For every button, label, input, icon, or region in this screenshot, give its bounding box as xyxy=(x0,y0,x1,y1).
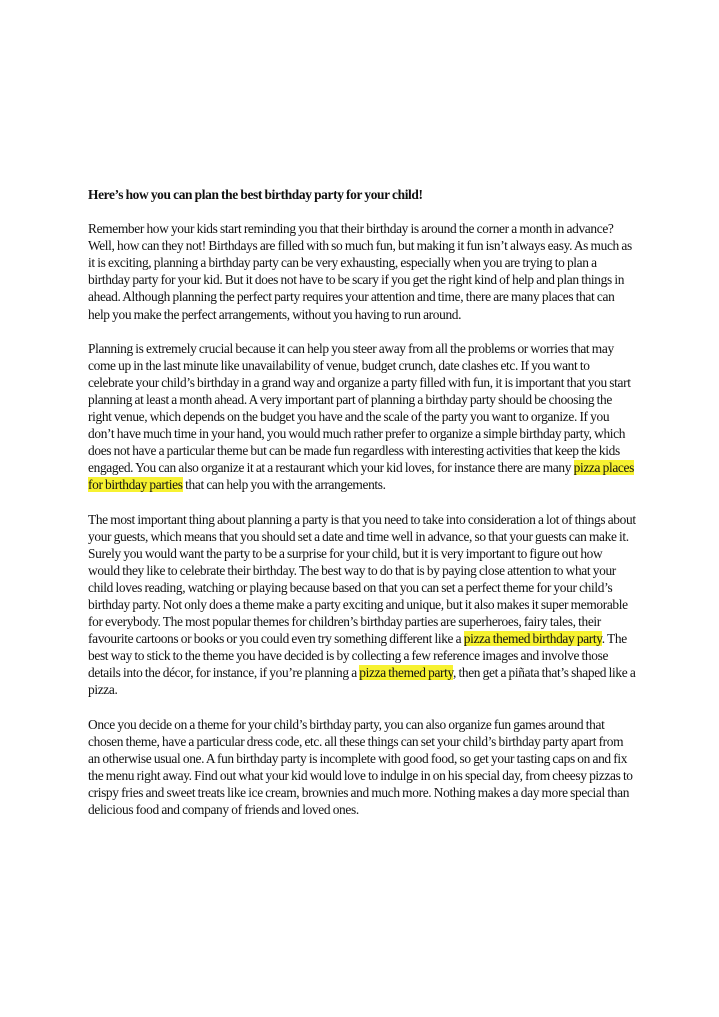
paragraph-1: Remember how your kids start reminding you that their birthday is around the corner a month in advance? Well, how can they not! Birthdays are filled with so much fun, but making it fun isn’t always easy. As much as it is exciting, planning a birthday party can be very exhausting, especially when you are trying to plan a birthday party for your kid. But it does not have to be scary if you get the right kind of help and plan things in ahead. Although planning the perfect party requires your attention and time, there are many places that can help you make the perfect arrangements, without you having to run around. xyxy=(88,221,632,322)
paragraph-3-text-start: The most important thing about planning a party is that you need to take into consideration a lot of things about your guests, which means that you should set a date and time well in advance, so that your guests can make it. Surely you would want the party to be a surprise for your child, but it is very important to figure out how would they like to celebrate their birthday. The best way to do that is by paying close attention to what your child loves reading, watching or playing because based on that you can set a perfect theme for your child’s birthday party. Not only does a theme make a party exciting and unique, but it also makes it super memorable for everybody. The most popular themes for children’s birthday parties are superheroes, fairy tales, their favourite cartoons or books or you could even try something different like a xyxy=(88,511,636,647)
paragraph-3-text-middle: . The best way to stick to the theme you have decided is by collecting a few reference images and involve those details into the décor, for instance, if you’re planning a xyxy=(88,631,627,681)
highlight-pizza-themed-party: pizza themed party xyxy=(359,665,453,681)
paragraph-3-text-end: , then get a piñata that’s shaped like a pizza. xyxy=(88,665,636,698)
highlight-pizza-themed-birthday-party: pizza themed birthday party xyxy=(463,631,602,647)
document-body xyxy=(88,186,636,835)
highlight-pizza-places-for-birthday-parties: pizza places for birthday parties xyxy=(88,460,634,493)
paragraph-2 xyxy=(88,340,636,494)
paragraph-3 xyxy=(88,511,636,699)
paragraph-2-text-start: Planning is extremely crucial because it can help you steer away from all the problems or worries that may come up in the last minute like unavailability of venue, budget crunch, date clashes etc. If you want to celebrate your child’s birthday in a grand way and organize a party filled with fun, it is important that you start planning at least a month ahead. A very important part of planning a birthday party should be choosing the right venue, which depends on the budget you have and the scale of the party you want to organize. If you don’t have much time in your hand, you would much rather prefer to organize a simple birthday party, which does not have a particular theme but can be made fun regardless with interesting activities that keep the kids engaged. You can also organize it at a restaurant which your kid loves, for instance there are many xyxy=(88,340,631,476)
paragraph-2-text-end: that can help you with the arrangements. xyxy=(182,477,386,493)
document-heading: Here’s how you can plan the best birthday party for your child! xyxy=(88,187,423,202)
paragraph-4: Once you decide on a theme for your child’s birthday party, you can also organize fun games around that chosen theme, have a particular dress code, etc. all these things can set your child’s birthday party apart from an otherwise usual one. A fun birthday party is incomplete with good food, so get your tasting caps on and fix the menu right away. Find out what your kid would love to indulge in on his special day, from cheesy pizzas to crispy fries and sweet treats like ice cream, brownies and much more. Nothing makes a day more special than delicious food and company of friends and loved ones. xyxy=(88,716,633,817)
